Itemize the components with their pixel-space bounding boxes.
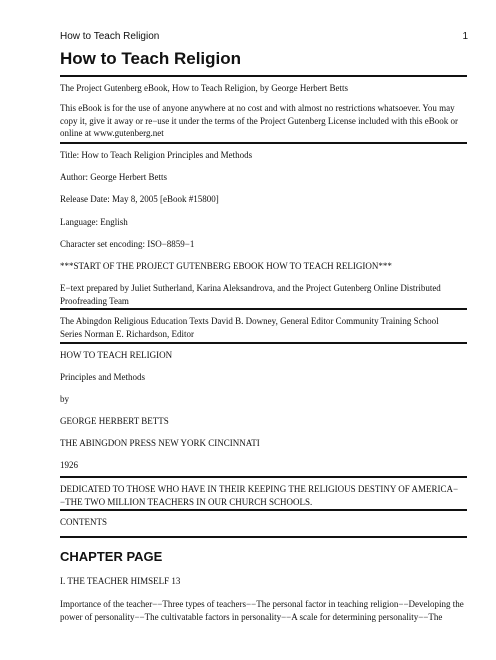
book-title: HOW TO TEACH RELIGION — [60, 350, 173, 360]
dedication: DEDICATED TO THOSE WHO HAVE IN THEIR KEEPING THE RELIGIOUS DESTINY OF AMERICA−−THE TWO MILLION TEACHERS IN OUR CHURCH SCHOOLS. — [60, 484, 459, 507]
release-date-field: Release Date: May 8, 2005 [eBook #15800] — [60, 194, 219, 204]
chapter-entry: I. THE TEACHER HIMSELF 13 — [60, 576, 181, 586]
chapter-summary: Importance of the teacher−−Three types of teachers−−The personal factor in teaching religion−−Developing the power of personality−−The cultivatable factors in personality−−A scale for determining personality−−The — [60, 599, 464, 622]
start-marker: ***START OF THE PROJECT GUTENBERG EBOOK HOW TO TEACH RELIGION*** — [60, 261, 392, 271]
divider-rule — [60, 536, 467, 538]
document-title: How to Teach Religion — [60, 49, 242, 68]
divider-rule — [60, 509, 467, 511]
chapter-heading: CHAPTER PAGE — [60, 549, 163, 564]
publication-year: 1926 — [60, 460, 78, 470]
running-header-title: How to Teach Religion — [60, 31, 160, 42]
divider-rule — [60, 142, 467, 144]
charset-field: Character set encoding: ISO−8859−1 — [60, 239, 195, 249]
language-field: Language: English — [60, 217, 128, 227]
intro-line: The Project Gutenberg eBook, How to Teach Religion, by George Herbert Betts — [60, 83, 349, 93]
author-field: Author: George Herbert Betts — [60, 172, 168, 182]
contents-label: CONTENTS — [60, 517, 107, 527]
page-number: 1 — [462, 31, 468, 42]
book-subtitle: Principles and Methods — [60, 372, 145, 382]
publisher: THE ABINGDON PRESS NEW YORK CINCINNATI — [60, 438, 260, 448]
author-name: GEORGE HERBERT BETTS — [60, 416, 169, 426]
divider-rule — [60, 75, 467, 77]
running-header — [60, 31, 468, 45]
series-note: The Abingdon Religious Education Texts David B. Downey, General Editor Community Training School Series Norman E. Richardson, Editor — [60, 316, 439, 339]
divider-rule — [60, 476, 467, 478]
title-field: Title: How to Teach Religion Principles and Methods — [60, 150, 253, 160]
divider-rule — [60, 342, 467, 344]
by-line: by — [60, 394, 69, 404]
credits-paragraph: E−text prepared by Juliet Sutherland, Karina Aleksandrova, and the Project Gutenberg Online Distributed Proofreading Team — [60, 283, 441, 306]
license-paragraph: This eBook is for the use of anyone anywhere at no cost and with almost no restrictions whatsoever. You may copy it, give it away or re−use it under the terms of the Project Gutenberg License included with this eBook or online at www.gutenberg.net — [60, 103, 459, 138]
divider-rule — [60, 308, 467, 310]
